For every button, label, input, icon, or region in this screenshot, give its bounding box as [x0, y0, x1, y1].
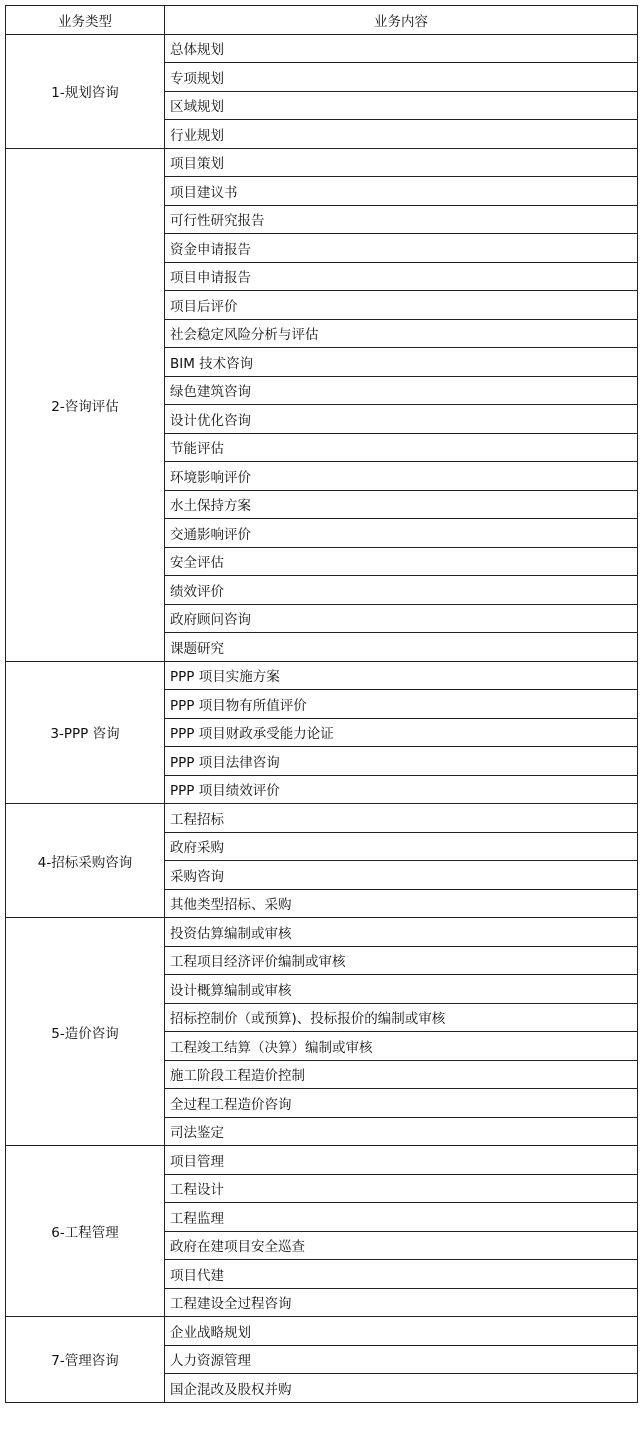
business-content-cell: 设计概算编制或审核	[165, 975, 638, 1004]
business-content-cell: 全过程工程造价咨询	[165, 1089, 638, 1118]
business-content-cell: 项目申请报告	[165, 262, 638, 291]
business-content-cell: 设计优化咨询	[165, 405, 638, 434]
business-content-cell: 工程招标	[165, 804, 638, 833]
business-content-cell: 工程设计	[165, 1174, 638, 1203]
business-content-cell: 政府采购	[165, 832, 638, 861]
business-content-cell: 交通影响评价	[165, 519, 638, 548]
business-content-cell: PPP 项目财政承受能力论证	[165, 718, 638, 747]
business-content-cell: 工程监理	[165, 1203, 638, 1232]
business-type-cell: 6-工程管理	[6, 1146, 165, 1317]
business-content-cell: 项目后评价	[165, 291, 638, 320]
business-content-cell: 水土保持方案	[165, 490, 638, 519]
table-row	[6, 34, 638, 63]
business-content-cell: 节能评估	[165, 433, 638, 462]
business-content-cell: 行业规划	[165, 120, 638, 149]
table-row	[6, 1317, 638, 1346]
business-content-cell: PPP 项目法律咨询	[165, 747, 638, 776]
header-type: 业务类型	[6, 6, 165, 35]
business-content-cell: 课题研究	[165, 633, 638, 662]
business-type-cell: 4-招标采购咨询	[6, 804, 165, 918]
business-content-cell: BIM 技术咨询	[165, 348, 638, 377]
business-type-cell: 3-PPP 咨询	[6, 661, 165, 804]
business-content-cell: 司法鉴定	[165, 1117, 638, 1146]
business-content-cell: 安全评估	[165, 547, 638, 576]
business-content-cell: 工程项目经济评价编制或审核	[165, 946, 638, 975]
business-type-cell: 1-规划咨询	[6, 34, 165, 148]
business-content-cell: 项目管理	[165, 1146, 638, 1175]
business-content-cell: 社会稳定风险分析与评估	[165, 319, 638, 348]
business-content-cell: 项目代建	[165, 1260, 638, 1289]
business-content-cell: 其他类型招标、采购	[165, 889, 638, 918]
business-content-cell: 政府在建项目安全巡查	[165, 1231, 638, 1260]
business-content-cell: 绿色建筑咨询	[165, 376, 638, 405]
business-content-cell: 施工阶段工程造价控制	[165, 1060, 638, 1089]
business-content-cell: 人力资源管理	[165, 1345, 638, 1374]
business-content-cell: 总体规划	[165, 34, 638, 63]
business-content-cell: PPP 项目实施方案	[165, 661, 638, 690]
business-content-cell: 工程建设全过程咨询	[165, 1288, 638, 1317]
table-row	[6, 804, 638, 833]
business-table	[5, 5, 638, 1403]
business-content-cell: 投资估算编制或审核	[165, 918, 638, 947]
business-content-cell: 绩效评价	[165, 576, 638, 605]
business-content-cell: 项目建议书	[165, 177, 638, 206]
header-row	[6, 6, 638, 35]
table-body	[6, 34, 638, 1402]
table-row	[6, 1146, 638, 1175]
business-content-cell: 工程竣工结算（决算）编制或审核	[165, 1032, 638, 1061]
table-row	[6, 148, 638, 177]
business-content-cell: 专项规划	[165, 63, 638, 92]
header-content: 业务内容	[165, 6, 638, 35]
table-row	[6, 661, 638, 690]
business-content-cell: PPP 项目绩效评价	[165, 775, 638, 804]
business-content-cell: 企业战略规划	[165, 1317, 638, 1346]
table-row	[6, 918, 638, 947]
business-type-cell: 5-造价咨询	[6, 918, 165, 1146]
business-content-cell: 招标控制价（或预算)、投标报价的编制或审核	[165, 1003, 638, 1032]
business-type-cell: 2-咨询评估	[6, 148, 165, 661]
business-content-cell: 项目策划	[165, 148, 638, 177]
business-content-cell: 政府顾问咨询	[165, 604, 638, 633]
business-content-cell: 采购咨询	[165, 861, 638, 890]
business-content-cell: 可行性研究报告	[165, 205, 638, 234]
business-content-cell: 资金申请报告	[165, 234, 638, 263]
business-content-cell: 环境影响评价	[165, 462, 638, 491]
business-content-cell: PPP 项目物有所值评价	[165, 690, 638, 719]
business-type-cell: 7-管理咨询	[6, 1317, 165, 1403]
business-content-cell: 国企混改及股权并购	[165, 1374, 638, 1403]
business-content-cell: 区域规划	[165, 91, 638, 120]
